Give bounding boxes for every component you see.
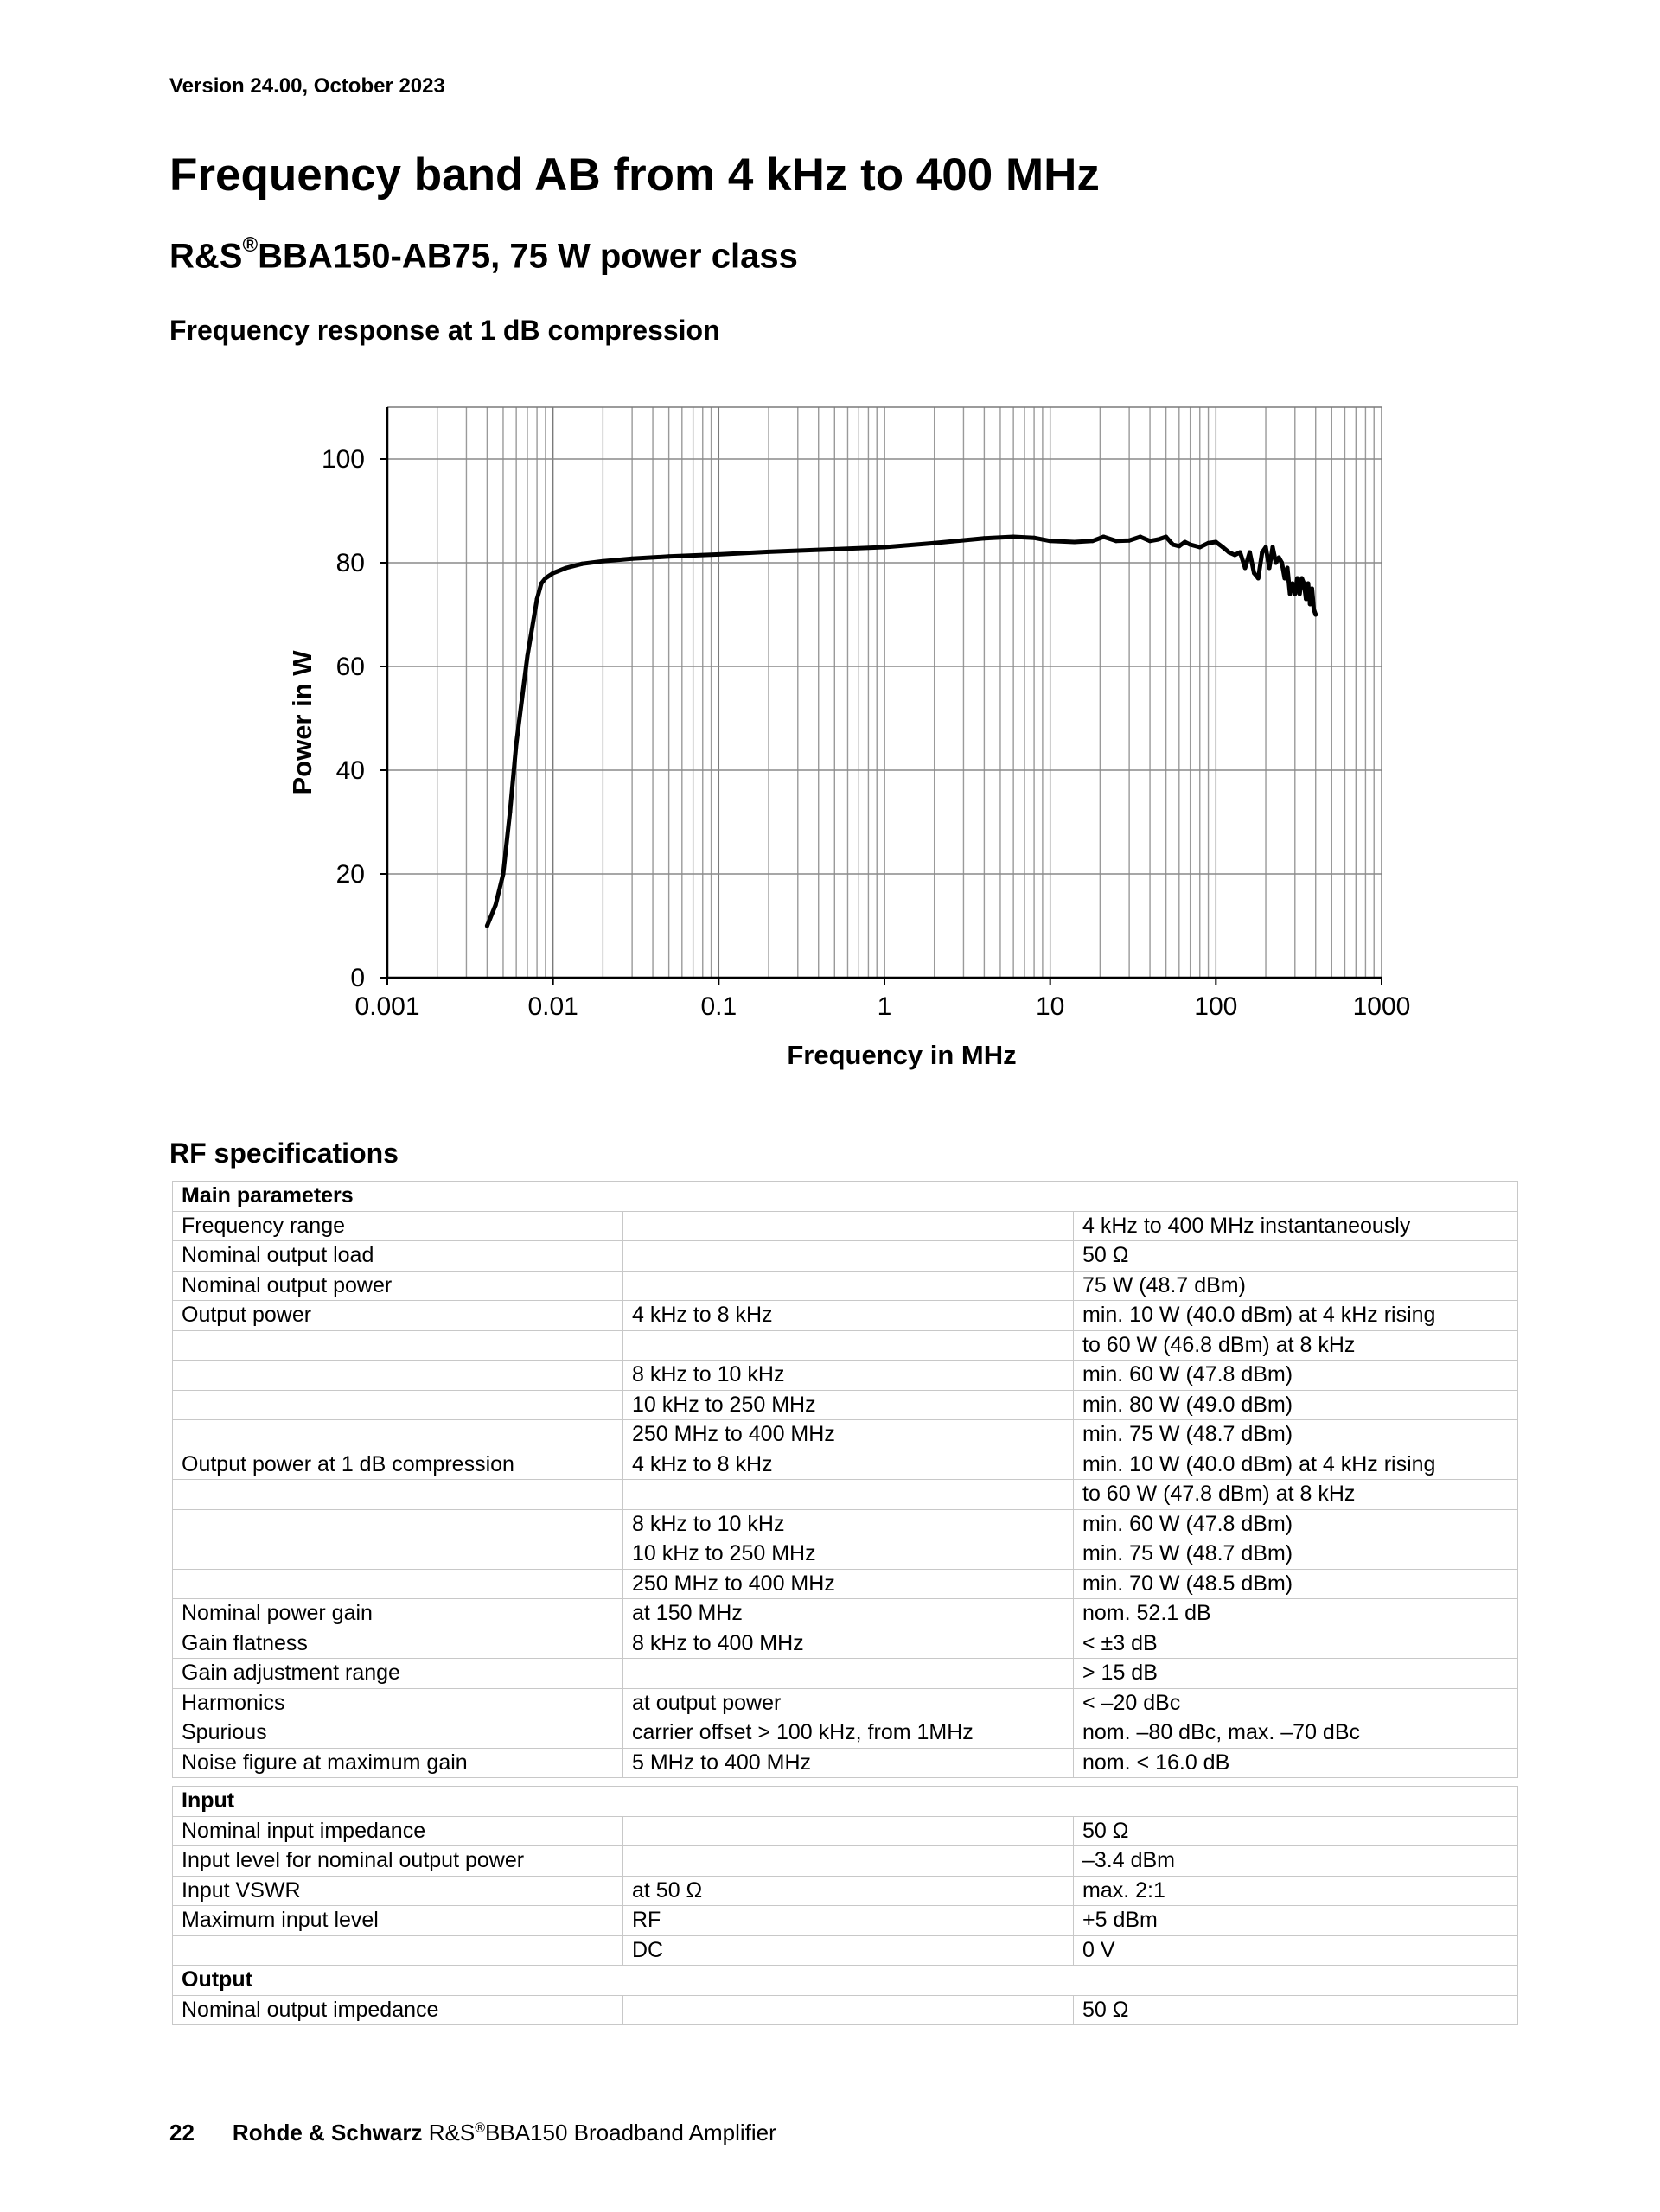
section-header-row	[173, 1966, 1518, 1996]
page-title: Frequency band AB from 4 kHz to 400 MHz	[169, 150, 1100, 201]
data-point	[1238, 551, 1242, 555]
condition-cell	[623, 1846, 1074, 1877]
data-point	[1295, 577, 1299, 581]
parameter-cell: Input VSWR	[173, 1876, 623, 1906]
parameter-cell: Input level for nominal output power	[173, 1846, 623, 1877]
data-point	[1270, 545, 1274, 550]
parameter-cell: Frequency range	[173, 1211, 623, 1241]
data-point	[525, 654, 529, 659]
data-point	[1138, 535, 1142, 539]
table-row	[173, 1718, 1518, 1749]
footer-registered-mark: ®	[475, 2120, 486, 2136]
value-cell: < ±3 dB	[1074, 1629, 1518, 1659]
data-point	[1183, 540, 1187, 545]
data-point	[1308, 602, 1312, 607]
data-point	[580, 562, 584, 566]
section-header-row	[173, 1182, 1518, 1212]
value-cell: 4 kHz to 400 MHz instantaneously	[1074, 1211, 1518, 1241]
data-point	[1312, 608, 1316, 612]
parameter-cell: Output power	[173, 1301, 623, 1331]
data-point	[667, 554, 671, 558]
data-point	[1299, 577, 1304, 581]
x-tick-label: 0.01	[527, 992, 578, 1021]
parameter-cell: Nominal output load	[173, 1241, 623, 1272]
parameter-cell	[173, 1390, 623, 1420]
x-tick-label: 100	[1194, 992, 1238, 1021]
main-parameters-table	[172, 1181, 1518, 1778]
parameter-cell: Noise figure at maximum gain	[173, 1748, 623, 1778]
data-point	[485, 924, 489, 928]
parameter-cell	[173, 1935, 623, 1966]
data-point	[1148, 539, 1152, 543]
value-cell: to 60 W (46.8 dBm) at 8 kHz	[1074, 1330, 1518, 1361]
data-point	[1306, 582, 1310, 586]
y-tick-label: 0	[350, 964, 365, 992]
value-cell: min. 70 W (48.5 dBm)	[1074, 1569, 1518, 1599]
table-row	[173, 1509, 1518, 1539]
parameter-cell: Output power at 1 dB compression	[173, 1450, 623, 1480]
parameter-cell: Maximum input level	[173, 1906, 623, 1936]
footer-brand: Rohde & Schwarz	[232, 2120, 423, 2145]
table-row	[173, 1539, 1518, 1570]
condition-cell	[623, 1816, 1074, 1846]
product-subtitle	[169, 233, 798, 276]
parameter-cell: Gain flatness	[173, 1629, 623, 1659]
data-point	[1221, 545, 1225, 550]
data-point	[1206, 541, 1210, 545]
data-point	[1280, 561, 1284, 565]
data-point	[508, 810, 512, 814]
table-row	[173, 1995, 1518, 2025]
condition-cell: at 50 Ω	[623, 1876, 1074, 1906]
y-tick-label: 40	[335, 756, 365, 785]
data-point	[1274, 561, 1278, 565]
data-point	[1243, 566, 1248, 571]
table-row	[173, 1569, 1518, 1599]
value-cell: 50 Ω	[1074, 1241, 1518, 1272]
value-cell: min. 75 W (48.7 dBm)	[1074, 1420, 1518, 1450]
data-point	[883, 545, 887, 550]
series-line	[487, 537, 1315, 926]
table-row	[173, 1659, 1518, 1689]
data-point	[1233, 553, 1237, 558]
parameter-cell: Nominal output power	[173, 1271, 623, 1301]
data-point	[1264, 545, 1268, 550]
data-point	[1101, 535, 1106, 539]
data-point	[1252, 571, 1256, 576]
table-row	[173, 1241, 1518, 1272]
y-axis-title: Power in W	[287, 650, 317, 795]
table-row	[173, 1420, 1518, 1450]
condition-cell	[623, 1271, 1074, 1301]
data-point	[601, 559, 605, 564]
condition-cell: 8 kHz to 400 MHz	[623, 1629, 1074, 1659]
condition-cell: carrier offset > 100 kHz, from 1MHz	[623, 1718, 1074, 1749]
data-point	[1197, 545, 1202, 550]
table-row	[173, 1450, 1518, 1480]
chart-grid	[387, 407, 1382, 978]
value-cell: nom. 52.1 dB	[1074, 1599, 1518, 1629]
table-row	[173, 1330, 1518, 1361]
y-tick-label: 60	[335, 653, 365, 681]
x-tick-label: 1	[877, 992, 892, 1021]
condition-cell: DC	[623, 1935, 1074, 1966]
rf-specifications-title: RF specifications	[169, 1138, 399, 1169]
data-point	[1164, 535, 1168, 539]
data-point	[1090, 539, 1095, 543]
chart-series	[485, 535, 1318, 928]
section-header-row	[173, 1787, 1518, 1817]
value-cell: min. 80 W (49.0 dBm)	[1074, 1390, 1518, 1420]
condition-cell: 10 kHz to 250 MHz	[623, 1539, 1074, 1570]
x-tick-label: 10	[1035, 992, 1065, 1021]
data-point	[551, 571, 555, 576]
table-row	[173, 1211, 1518, 1241]
value-cell: +5 dBm	[1074, 1906, 1518, 1936]
condition-cell	[623, 1995, 1074, 2025]
data-point	[932, 541, 936, 545]
value-cell: min. 10 W (40.0 dBm) at 4 kHz rising	[1074, 1450, 1518, 1480]
data-point	[767, 550, 771, 554]
table-row	[173, 1688, 1518, 1718]
data-point	[1288, 592, 1293, 596]
data-point	[1298, 592, 1302, 596]
subtitle-rest: BBA150-AB75, 75 W power class	[258, 237, 798, 276]
x-tick-label: 1000	[1352, 992, 1411, 1021]
condition-cell: 250 MHz to 400 MHz	[623, 1420, 1074, 1450]
table-row	[173, 1629, 1518, 1659]
page-footer	[169, 2120, 776, 2146]
parameter-cell	[173, 1509, 623, 1539]
table-row	[173, 1599, 1518, 1629]
data-point	[1313, 613, 1318, 617]
condition-cell: 4 kHz to 8 kHz	[623, 1450, 1074, 1480]
x-axis-title: Frequency in MHz	[787, 1040, 1017, 1070]
table-row	[173, 1935, 1518, 1966]
y-tick-label: 80	[335, 549, 365, 577]
data-point	[1114, 539, 1118, 543]
parameter-cell: Harmonics	[173, 1688, 623, 1718]
registered-mark: ®	[242, 233, 259, 257]
parameter-cell	[173, 1330, 623, 1361]
value-cell: max. 2:1	[1074, 1876, 1518, 1906]
data-point	[1188, 543, 1192, 547]
data-point	[514, 743, 519, 747]
parameter-cell: Spurious	[173, 1718, 623, 1749]
condition-cell: RF	[623, 1906, 1074, 1936]
parameter-cell: Nominal output impedance	[173, 1995, 623, 2025]
data-point	[1293, 592, 1297, 596]
section-header: Main parameters	[173, 1182, 1518, 1212]
x-tick-label: 0.1	[700, 992, 737, 1021]
parameter-cell: Nominal input impedance	[173, 1816, 623, 1846]
value-cell: nom. –80 dBc, max. –70 dBc	[1074, 1718, 1518, 1749]
chart-axes	[380, 407, 1382, 985]
table-row	[173, 1816, 1518, 1846]
subtitle-prefix: R&S	[169, 237, 243, 276]
table-row	[173, 1846, 1518, 1877]
chart-section-title: Frequency response at 1 dB compression	[169, 315, 720, 346]
condition-cell: at output power	[623, 1688, 1074, 1718]
parameter-cell	[173, 1569, 623, 1599]
data-point	[1048, 539, 1052, 543]
data-point	[833, 547, 837, 551]
data-point	[494, 903, 498, 908]
value-cell: 50 Ω	[1074, 1995, 1518, 2025]
y-tick-label: 20	[335, 860, 365, 889]
data-point	[564, 566, 568, 571]
y-tick-label: 100	[321, 445, 365, 474]
section-header: Input	[173, 1787, 1518, 1817]
data-point	[1302, 582, 1306, 586]
table-row	[173, 1748, 1518, 1778]
value-cell: < –20 dBc	[1074, 1688, 1518, 1718]
data-point	[630, 557, 635, 561]
condition-cell: 4 kHz to 8 kHz	[623, 1301, 1074, 1331]
data-point	[1171, 543, 1175, 547]
condition-cell: 8 kHz to 10 kHz	[623, 1509, 1074, 1539]
value-cell: min. 60 W (47.8 dBm)	[1074, 1509, 1518, 1539]
data-point	[1286, 566, 1290, 571]
value-cell: min. 75 W (48.7 dBm)	[1074, 1539, 1518, 1570]
condition-cell: at 150 MHz	[623, 1599, 1074, 1629]
value-cell: > 15 dB	[1074, 1659, 1518, 1689]
data-point	[1304, 597, 1308, 602]
table-row	[173, 1480, 1518, 1510]
data-point	[1214, 540, 1218, 545]
frequency-response-chart	[259, 380, 1418, 1089]
parameter-cell: Nominal power gain	[173, 1599, 623, 1629]
value-cell: to 60 W (47.8 dBm) at 8 kHz	[1074, 1480, 1518, 1510]
value-cell: 50 Ω	[1074, 1816, 1518, 1846]
data-point	[1032, 536, 1037, 540]
data-point	[1260, 551, 1264, 555]
data-point	[982, 536, 986, 540]
data-point	[1256, 577, 1261, 581]
parameter-cell: Gain adjustment range	[173, 1659, 623, 1689]
parameter-cell	[173, 1539, 623, 1570]
table-row	[173, 1876, 1518, 1906]
table-row	[173, 1301, 1518, 1331]
data-point	[1267, 566, 1272, 571]
data-point	[1012, 535, 1016, 539]
data-point	[1282, 577, 1286, 581]
data-point	[1227, 551, 1231, 555]
data-point	[1156, 538, 1160, 542]
value-cell: nom. < 16.0 dB	[1074, 1748, 1518, 1778]
data-point	[717, 552, 721, 557]
data-point	[1290, 582, 1294, 586]
x-tick-label: 0.001	[354, 992, 420, 1021]
value-cell: –3.4 dBm	[1074, 1846, 1518, 1877]
table-row	[173, 1390, 1518, 1420]
version-label: Version 24.00, October 2023	[169, 74, 445, 98]
data-point	[1277, 556, 1281, 560]
value-cell: 75 W (48.7 dBm)	[1074, 1271, 1518, 1301]
parameter-cell	[173, 1480, 623, 1510]
data-point	[1072, 540, 1076, 545]
value-cell: min. 10 W (40.0 dBm) at 4 kHz rising	[1074, 1301, 1518, 1331]
data-point	[1248, 551, 1252, 555]
condition-cell	[623, 1659, 1074, 1689]
condition-cell: 5 MHz to 400 MHz	[623, 1748, 1074, 1778]
data-point	[1177, 544, 1181, 548]
parameter-cell	[173, 1361, 623, 1391]
condition-cell: 250 MHz to 400 MHz	[623, 1569, 1074, 1599]
data-point	[535, 597, 540, 602]
input-output-table	[172, 1786, 1518, 2025]
footer-product-rest: BBA150 Broadband Amplifier	[485, 2120, 776, 2145]
table-row	[173, 1361, 1518, 1391]
condition-cell	[623, 1211, 1074, 1241]
condition-cell: 8 kHz to 10 kHz	[623, 1361, 1074, 1391]
data-point	[1310, 587, 1314, 591]
data-point	[547, 574, 552, 578]
value-cell: 0 V	[1074, 1935, 1518, 1966]
data-point	[543, 577, 547, 581]
data-point	[540, 582, 544, 586]
section-header: Output	[173, 1966, 1518, 1996]
table-row	[173, 1271, 1518, 1301]
condition-cell	[623, 1480, 1074, 1510]
condition-cell	[623, 1241, 1074, 1272]
data-point	[501, 872, 505, 877]
value-cell: min. 60 W (47.8 dBm)	[1074, 1361, 1518, 1391]
footer-product-prefix: R&S	[428, 2120, 476, 2145]
data-point	[1127, 539, 1132, 543]
condition-cell	[623, 1330, 1074, 1361]
table-row	[173, 1906, 1518, 1936]
chart-labels	[287, 445, 1410, 1070]
condition-cell: 10 kHz to 250 MHz	[623, 1390, 1074, 1420]
page-number: 22	[169, 2120, 195, 2145]
parameter-cell	[173, 1420, 623, 1450]
